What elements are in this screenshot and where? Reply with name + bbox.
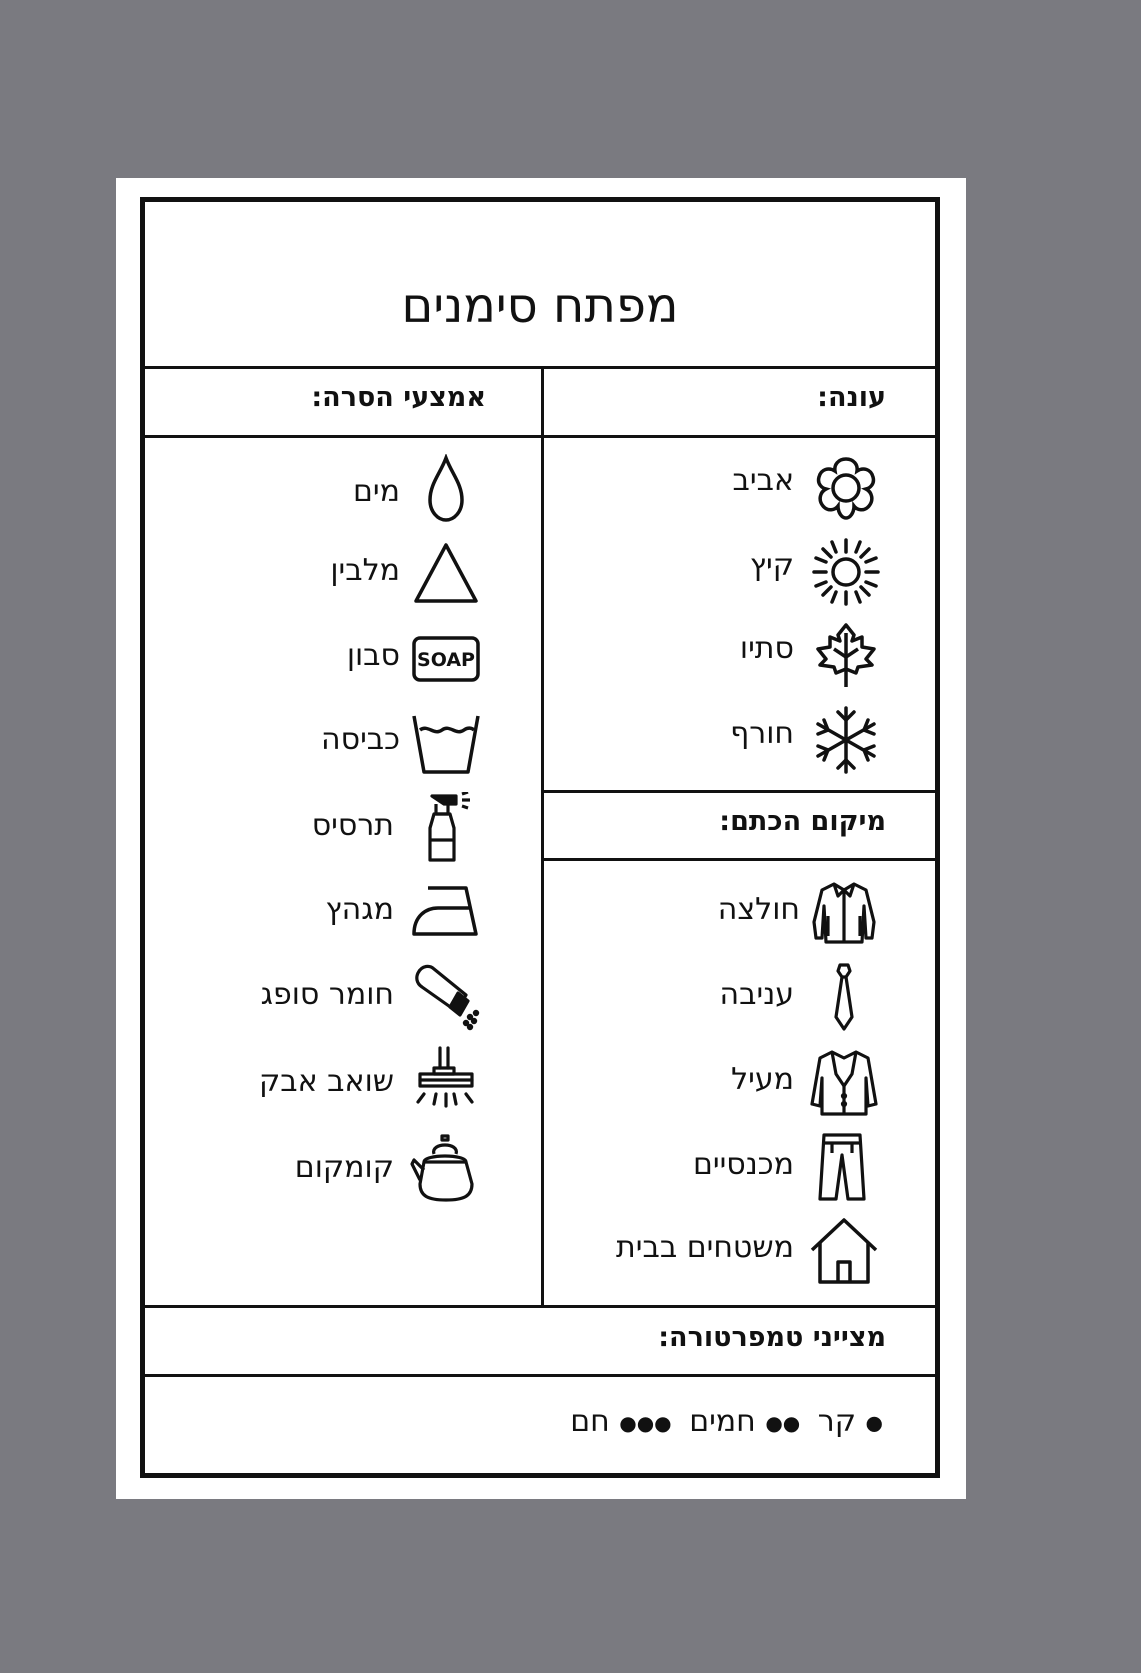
removal-label: מים (353, 474, 400, 509)
leaf-icon (810, 619, 882, 691)
spray-bottle-icon (410, 792, 482, 864)
temp-label-cold: קר (817, 1404, 856, 1439)
location-label: משטחים בבית (616, 1230, 794, 1265)
removal-label: חומר סופג (260, 977, 394, 1012)
season-item-autumn (700, 615, 890, 695)
location-label: מעיל (731, 1062, 794, 1097)
removal-item-iron (300, 872, 490, 952)
trousers-icon (806, 1131, 878, 1203)
temp-label-warm: חמים (689, 1404, 756, 1439)
shirt-icon (808, 876, 880, 948)
season-label: אביב (732, 463, 794, 498)
season-label: חורף (730, 716, 794, 751)
water-drop-icon (410, 454, 482, 526)
season-item-spring (700, 447, 890, 527)
removal-label: מלבין (330, 553, 400, 588)
jacket-icon (808, 1046, 880, 1118)
season-label: קיץ (749, 548, 794, 583)
divider (145, 435, 935, 438)
removal-heading: אמצעי הסרה: (311, 382, 486, 413)
soap-icon-text: SOAP (417, 649, 475, 671)
season-heading: עונה: (817, 382, 886, 413)
flower-icon (810, 451, 882, 523)
location-item-shirt (700, 872, 890, 952)
removal-item-soap (300, 618, 490, 698)
house-icon (808, 1214, 880, 1286)
removal-item-laundry (300, 702, 490, 782)
snowflake-icon (810, 704, 882, 776)
wash-tub-icon (410, 706, 482, 778)
page-title: מפתח סימנים (401, 278, 679, 334)
location-item-tie (700, 957, 890, 1037)
stain-location-heading: מיקום הכתם: (719, 806, 886, 837)
soap-icon (410, 622, 482, 694)
removal-item-absorbent (240, 955, 490, 1035)
tie-icon (808, 961, 880, 1033)
location-label: חולצה (717, 892, 800, 927)
divider (145, 1374, 935, 1377)
divider (543, 790, 935, 793)
divider (145, 366, 935, 369)
removal-label: מגהץ (325, 892, 394, 927)
location-item-trousers (680, 1127, 890, 1207)
removal-item-bleach (300, 535, 490, 615)
season-label: סתיו (739, 631, 794, 666)
removal-item-kettle (294, 1128, 490, 1208)
iron-icon (410, 876, 482, 948)
removal-label: קומקום (294, 1150, 394, 1185)
temperature-legend (570, 1404, 883, 1439)
removal-label: כביסה (321, 722, 400, 757)
location-label: מכנסיים (692, 1147, 794, 1182)
removal-item-spray (300, 788, 490, 868)
removal-label: תרסיס (311, 808, 394, 843)
location-label: עניבה (719, 977, 794, 1012)
vacuum-cleaner-icon (410, 1046, 482, 1118)
temp-dots-warm: ●● (765, 1410, 801, 1435)
location-item-jacket (700, 1042, 890, 1122)
temp-dots-hot: ●●● (619, 1410, 672, 1435)
kettle-icon (410, 1132, 482, 1204)
season-item-summer (700, 532, 890, 612)
bleach-triangle-icon (410, 539, 482, 611)
divider (145, 1305, 935, 1308)
removal-item-water (300, 450, 490, 530)
removal-item-vacuum (240, 1042, 490, 1122)
sun-icon (810, 536, 882, 608)
temp-label-hot: חם (570, 1404, 610, 1439)
divider (543, 858, 935, 861)
temp-dot-cold: ● (865, 1410, 883, 1435)
temperature-heading: מצייני טמפרטורה: (658, 1322, 886, 1353)
season-item-winter (700, 700, 890, 780)
removal-label: סבון (346, 638, 400, 673)
removal-label: שואב אבק (258, 1064, 394, 1099)
divider (541, 366, 544, 1305)
absorbent-powder-icon (410, 959, 482, 1031)
location-item-home-surfaces (580, 1210, 890, 1290)
